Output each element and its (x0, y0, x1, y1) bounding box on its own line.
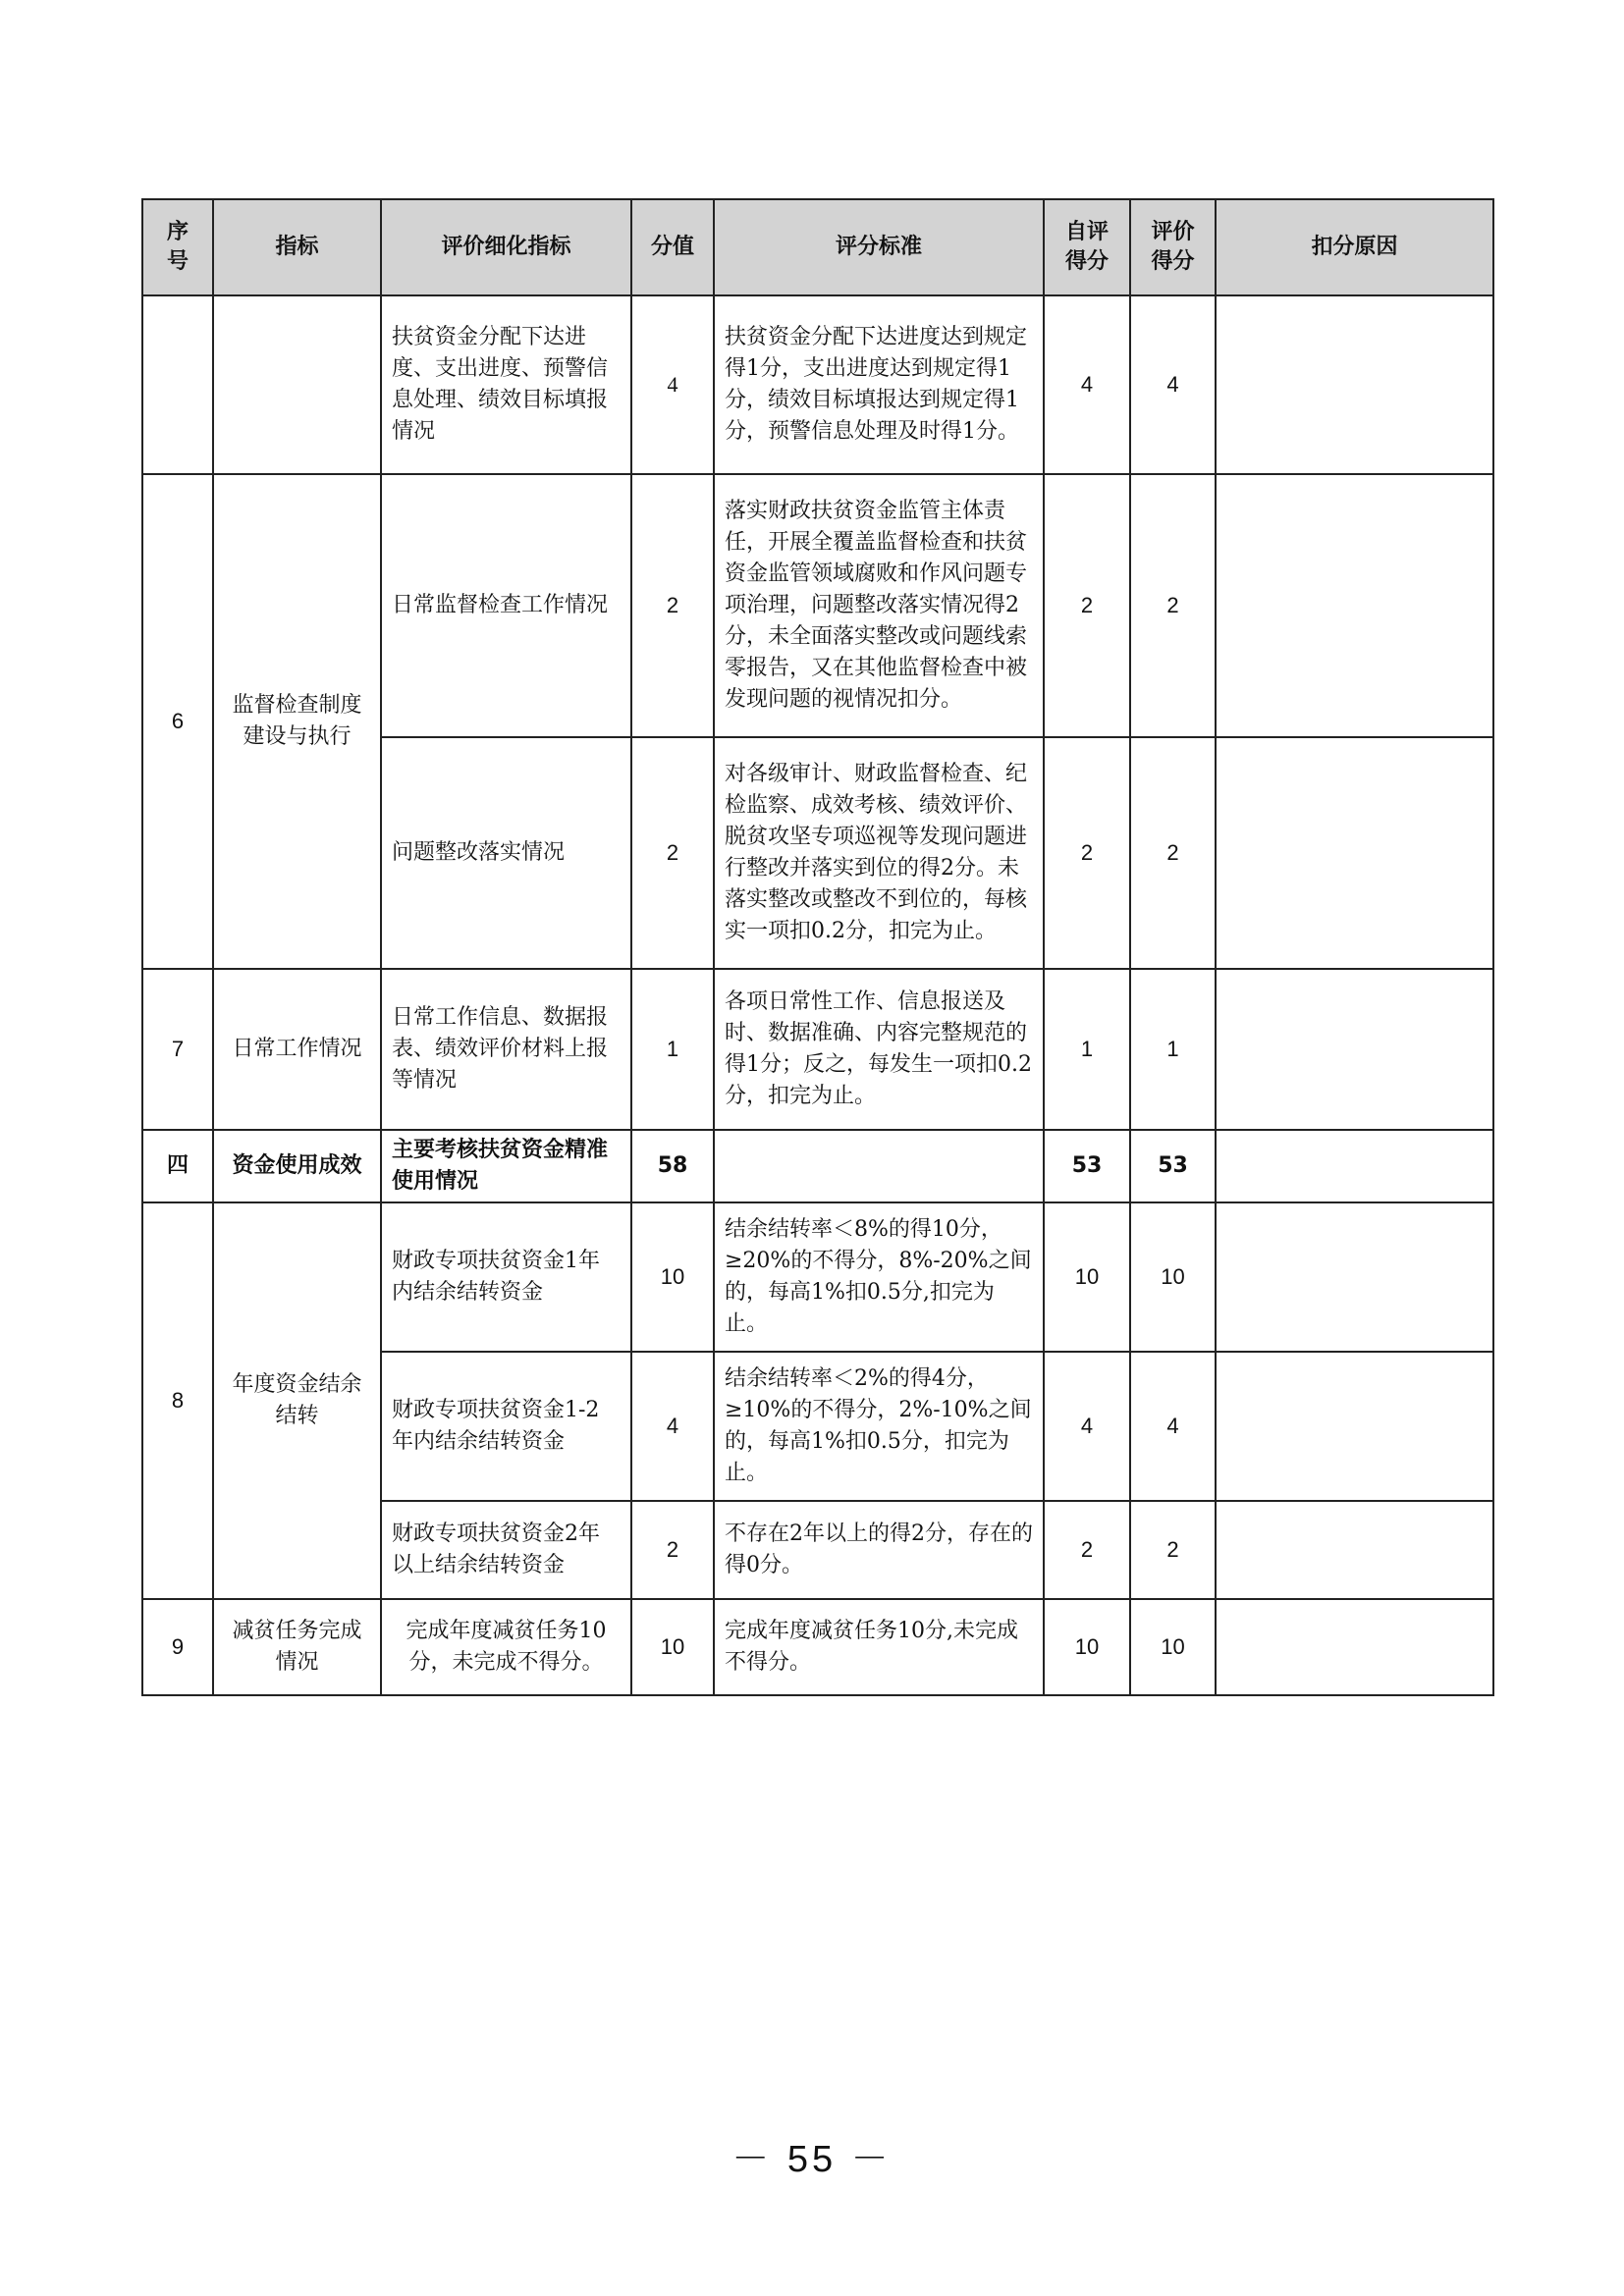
score-cell: 2 (631, 737, 714, 969)
score-cell: 2 (631, 1501, 714, 1599)
indicator-cell: 年度资金结余结转 (213, 1202, 381, 1599)
header-seq: 序号 (142, 199, 213, 295)
indicator-cell: 资金使用成效 (213, 1130, 381, 1202)
header-score: 分值 (631, 199, 714, 295)
detail-cell: 日常工作信息、数据报表、绩效评价材料上报等情况 (381, 969, 631, 1130)
seq-cell: 7 (142, 969, 213, 1130)
header-detail: 评价细化指标 (381, 199, 631, 295)
reason-cell (1216, 1599, 1493, 1695)
page-number: － 55 － (731, 2139, 893, 2180)
seq-cell: 6 (142, 474, 213, 969)
reason-cell (1216, 1352, 1493, 1501)
detail-cell: 财政专项扶贫资金1年内结余结转资金 (381, 1202, 631, 1352)
self-score-cell: 10 (1044, 1599, 1130, 1695)
eval-score-cell: 2 (1130, 1501, 1216, 1599)
standard-cell: 落实财政扶贫资金监管主体责任，开展全覆盖监督检查和扶贫资金监管领域腐败和作风问题专项治理，问题整改落实情况得2分，未全面落实整改或问题线索零报告，又在其他监督检查中被发现问题的视情况扣分。 (714, 474, 1044, 737)
evaluation-table (141, 198, 1494, 1696)
indicator-cell: 日常工作情况 (213, 969, 381, 1130)
reason-cell (1216, 1130, 1493, 1202)
reason-cell (1216, 1501, 1493, 1599)
eval-score-cell: 10 (1130, 1599, 1216, 1695)
eval-score-cell: 2 (1130, 737, 1216, 969)
detail-cell: 问题整改落实情况 (381, 737, 631, 969)
header-row (142, 199, 1493, 295)
detail-cell: 扶贫资金分配下达进度、支出进度、预警信息处理、绩效目标填报情况 (381, 295, 631, 474)
self-score-cell: 4 (1044, 295, 1130, 474)
eval-score-cell: 10 (1130, 1202, 1216, 1352)
score-cell: 10 (631, 1599, 714, 1695)
detail-cell: 完成年度减贫任务10分，未完成不得分。 (381, 1599, 631, 1695)
reason-cell (1216, 969, 1493, 1130)
self-score-cell: 1 (1044, 969, 1130, 1130)
table-row (142, 474, 1493, 737)
eval-score-cell: 4 (1130, 1352, 1216, 1501)
header-reason: 扣分原因 (1216, 199, 1493, 295)
reason-cell (1216, 1202, 1493, 1352)
seq-cell: 四 (142, 1130, 213, 1202)
seq-cell (142, 295, 213, 474)
table-row (142, 1599, 1493, 1695)
header-eval-score: 评价得分 (1130, 199, 1216, 295)
header-self-score: 自评得分 (1044, 199, 1130, 295)
standard-cell: 对各级审计、财政监督检查、纪检监察、成效考核、绩效评价、脱贫攻坚专项巡视等发现问题进行整改并落实到位的得2分。未落实整改或整改不到位的，每核实一项扣0.2分，扣完为止。 (714, 737, 1044, 969)
score-cell: 4 (631, 1352, 714, 1501)
self-score-cell: 2 (1044, 1501, 1130, 1599)
self-score-cell: 2 (1044, 474, 1130, 737)
reason-cell (1216, 474, 1493, 737)
self-score-cell: 4 (1044, 1352, 1130, 1501)
standard-cell: 结余结转率＜2%的得4分，≥10%的不得分，2%-10%之间的，每高1%扣0.5分，扣完为止。 (714, 1352, 1044, 1501)
table-row (142, 1202, 1493, 1352)
section-row (142, 1130, 1493, 1202)
indicator-cell (213, 295, 381, 474)
indicator-cell: 减贫任务完成情况 (213, 1599, 381, 1695)
table-row (142, 969, 1493, 1130)
header-standard: 评分标准 (714, 199, 1044, 295)
score-cell: 10 (631, 1202, 714, 1352)
standard-cell: 不存在2年以上的得2分，存在的得0分。 (714, 1501, 1044, 1599)
standard-cell: 扶贫资金分配下达进度达到规定得1分，支出进度达到规定得1分，绩效目标填报达到规定得1分，预警信息处理及时得1分。 (714, 295, 1044, 474)
header-indicator: 指标 (213, 199, 381, 295)
seq-cell: 9 (142, 1599, 213, 1695)
standard-cell: 完成年度减贫任务10分,未完成不得分。 (714, 1599, 1044, 1695)
self-score-cell: 53 (1044, 1130, 1130, 1202)
score-cell: 58 (631, 1130, 714, 1202)
detail-cell: 日常监督检查工作情况 (381, 474, 631, 737)
score-cell: 2 (631, 474, 714, 737)
indicator-cell: 监督检查制度建设与执行 (213, 474, 381, 969)
standard-cell: 结余结转率＜8%的得10分，≥20%的不得分，8%-20%之间的，每高1%扣0.5分,扣完为止。 (714, 1202, 1044, 1352)
detail-cell: 财政专项扶贫资金1-2年内结余结转资金 (381, 1352, 631, 1501)
detail-cell: 财政专项扶贫资金2年以上结余结转资金 (381, 1501, 631, 1599)
standard-cell (714, 1130, 1044, 1202)
eval-score-cell: 4 (1130, 295, 1216, 474)
reason-cell (1216, 295, 1493, 474)
score-cell: 1 (631, 969, 714, 1130)
eval-score-cell: 53 (1130, 1130, 1216, 1202)
self-score-cell: 2 (1044, 737, 1130, 969)
standard-cell: 各项日常性工作、信息报送及时、数据准确、内容完整规范的得1分；反之，每发生一项扣0.2分，扣完为止。 (714, 969, 1044, 1130)
table-row (142, 295, 1493, 474)
detail-cell: 主要考核扶贫资金精准使用情况 (381, 1130, 631, 1202)
eval-score-cell: 2 (1130, 474, 1216, 737)
self-score-cell: 10 (1044, 1202, 1130, 1352)
seq-cell: 8 (142, 1202, 213, 1599)
score-cell: 4 (631, 295, 714, 474)
reason-cell (1216, 737, 1493, 969)
eval-score-cell: 1 (1130, 969, 1216, 1130)
